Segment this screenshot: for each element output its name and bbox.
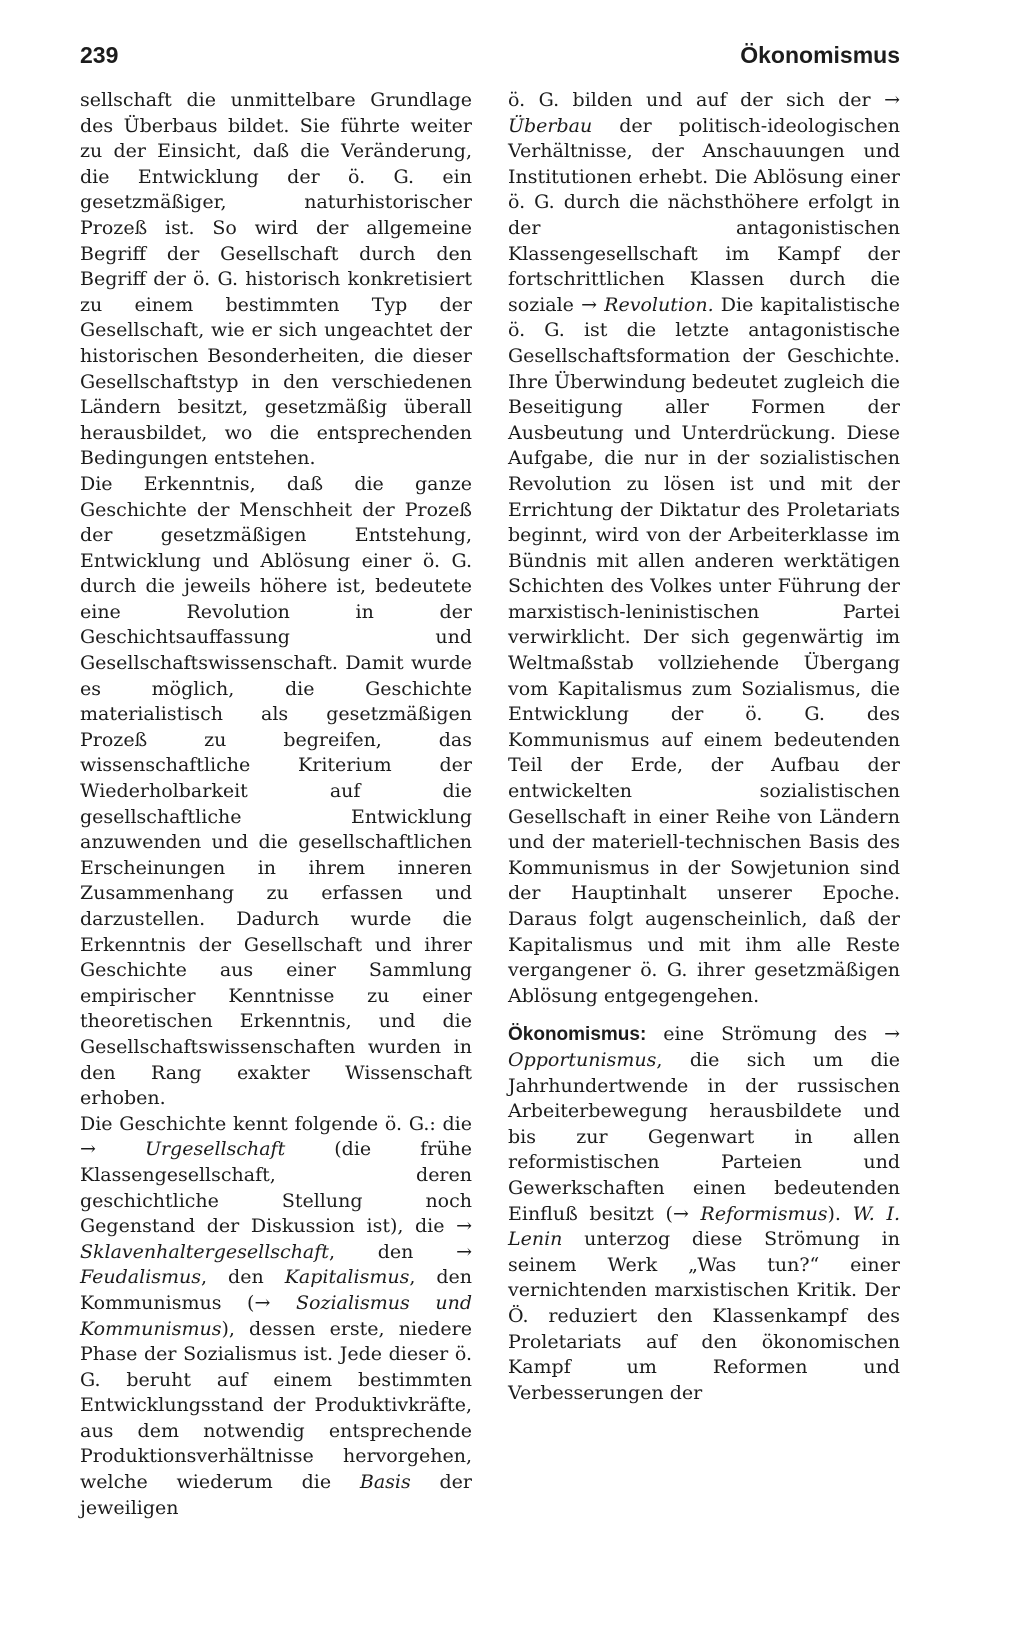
text-span: , die sich um die Jahrhundertwende in der russischen Arbeiterbewegung herausbildete und bis zur Gegenwart in allen reformistischen Parteien und Gewerkschaften einen bedeutenden Einfluß besitzt (: [508, 1048, 900, 1225]
right-column: [508, 88, 900, 1406]
cross-reference: Urgesellschaft: [144, 1138, 286, 1161]
arrow-icon: →: [581, 293, 597, 316]
text-span: ), dessen erste, niedere Phase der Sozialismus ist. Jede dieser ö. G. beruht auf einem bestimmten Entwicklungsstand der Produktivkräfte, aus dem notwendig entsprechende Produktionsverhältnisse hervorgehen, welche wiederum die: [80, 1317, 472, 1494]
text-span: (die frühe Klassengesellschaft, deren geschichtliche Stellung noch Gegenstand der Diskussion ist), die: [80, 1138, 473, 1238]
right-paragraph-1: [508, 88, 900, 1009]
text-span: , den: [328, 1240, 457, 1263]
text-span: eine Strömung des: [646, 1023, 885, 1046]
text-span: Die Geschichte kennt folgende ö. G.: die: [80, 1112, 472, 1135]
left-paragraph-1: sellschaft die unmittelbare Grundlage des Überbaus bildet. Sie führte weiter zu der Einsicht, daß die Veränderung, die Entwicklung der ö. G. ein gesetzmäßiger, naturhistorischer Prozeß ist. So wird der allgemeine Begriff der Gesellschaft durch den Begriff der ö. G. historisch konkretisiert zu einem bestimmten Typ der Gesellschaft, wie er sich ungeachtet der historischen Besonderheiten, die dieser Gesellschaftstyp in den verschiedenen Ländern besitzt, gesetzmäßig überall herausbildet, wo die entsprechenden Bedingungen entstehen.: [80, 89, 472, 470]
text-span: Die kapitalistische ö. G. ist die letzte antagonistische Gesellschaftsformation der Geschichte. Ihre Überwindung bedeutet zugleich die Beseitigung aller Formen der Ausbeutung und Unterdrückung. Diese Aufgabe, die nur in der sozialistischen Revolution zu lösen ist und mit der Errichtung der Diktatur des Proletariats beginnt, wird von der Arbeiterklasse im Bündnis mit allen anderen werktätigen Schichten des Volkes unter Führung der marxistisch-leninistischen Partei verwirklicht. Der sich gegenwärtig im Weltmaßstab vollziehende Übergang vom Kapitalismus zum Sozialismus, die Entwicklung der ö. G. des Kommunismus auf einem bedeutenden Teil der Erde, der Aufbau der entwickelten sozialistischen Gesellschaft in einer Reihe von Ländern und der materiell-technischen Basis des Kommunismus in der Sowjetunion sind der Hauptinhalt unserer Epoche. Daraus folgt augenscheinlich, daß der Kapitalismus und mit ihm alle Reste vergangener ö. G. ihrer gesetzmäßigen Ablösung entgegengehen.: [508, 293, 901, 1007]
cross-reference: Revolution.: [604, 293, 714, 316]
cross-reference: Sozialismus und Kommunismus: [80, 1291, 472, 1340]
arrow-icon: →: [254, 1291, 271, 1314]
arrow-icon: →: [456, 1240, 472, 1263]
cross-reference: Feudalismus: [80, 1266, 202, 1289]
text-span: ö. G. bilden und auf der sich der: [508, 89, 885, 111]
cross-reference: Sklavenhaltergesellschaft: [80, 1240, 329, 1263]
running-head: Ökonomismus: [740, 42, 900, 68]
text-span: unterzog diese Strömung in seinem Werk „Was tun?“ einer vernichtenden marxistischen Kritik. Der Ö. reduziert den Klassenkampf des Proletariats auf den ökonomischen Kampf um Reformen und Verbesserungen der: [508, 1228, 900, 1404]
author-name: W. I. Lenin: [508, 1202, 900, 1251]
arrow-icon: →: [456, 1215, 472, 1238]
left-column: [80, 88, 472, 1521]
arrow-icon: →: [80, 1138, 96, 1161]
arrow-icon: →: [672, 1202, 689, 1225]
text-span: der jeweiligen: [80, 1471, 473, 1519]
text-span: ).: [827, 1202, 853, 1225]
arrow-icon: →: [884, 89, 900, 111]
emphasis: Basis: [359, 1471, 411, 1494]
arrow-icon: →: [884, 1023, 900, 1046]
cross-reference: Opportunismus: [508, 1048, 657, 1071]
cross-reference: Überbau: [508, 114, 593, 137]
left-paragraph-3: [80, 1112, 472, 1522]
text-span: , den: [201, 1266, 285, 1289]
dictionary-entry-oekonomismus: [508, 1022, 900, 1406]
text-span: , den Kommunismus (: [80, 1266, 472, 1314]
emphasis: Kapitalismus: [284, 1266, 410, 1289]
entry-headword: Ökonomismus:: [508, 1024, 647, 1046]
cross-reference: Reformismus: [700, 1202, 828, 1225]
left-paragraph-2: Die Erkenntnis, daß die ganze Geschichte der Menschheit der Prozeß der gesetzmäßigen Entstehung, Entwicklung und Ablösung einer ö. G. durch die jeweils höhere ist, bedeutete eine Revolution in der Geschichtsauffassung und Gesellschaftswissenschaft. Damit wurde es möglich, die Geschichte materialistisch als gesetzmäßigen Prozeß zu begreifen, das wissenschaftliche Kriterium der Wiederholbarkeit auf die gesellschaftliche Entwicklung anzuwenden und die gesellschaftlichen Erscheinungen in ihrem inneren Zusammenhang zu erfassen und darzustellen. Dadurch wurde die Erkenntnis der Gesellschaft und ihrer Geschichte aus einer Sammlung empirischer Kenntnisse zu einer theoretischen Erkenntnis, und die Gesellschaftswissenschaften wurden in den Rang exakter Wissenschaft erhoben.: [80, 472, 472, 1110]
page-number: 239: [80, 42, 119, 68]
text-span: der politisch-ideologischen Verhältnisse, der Anschauungen und Institutionen erhebt. Die Ablösung einer ö. G. durch die nächsthöhere erfolgt in der antagonistischen Klassengesellschaft im Kampf der fortschrittlichen Klassen durch die soziale: [508, 114, 900, 316]
